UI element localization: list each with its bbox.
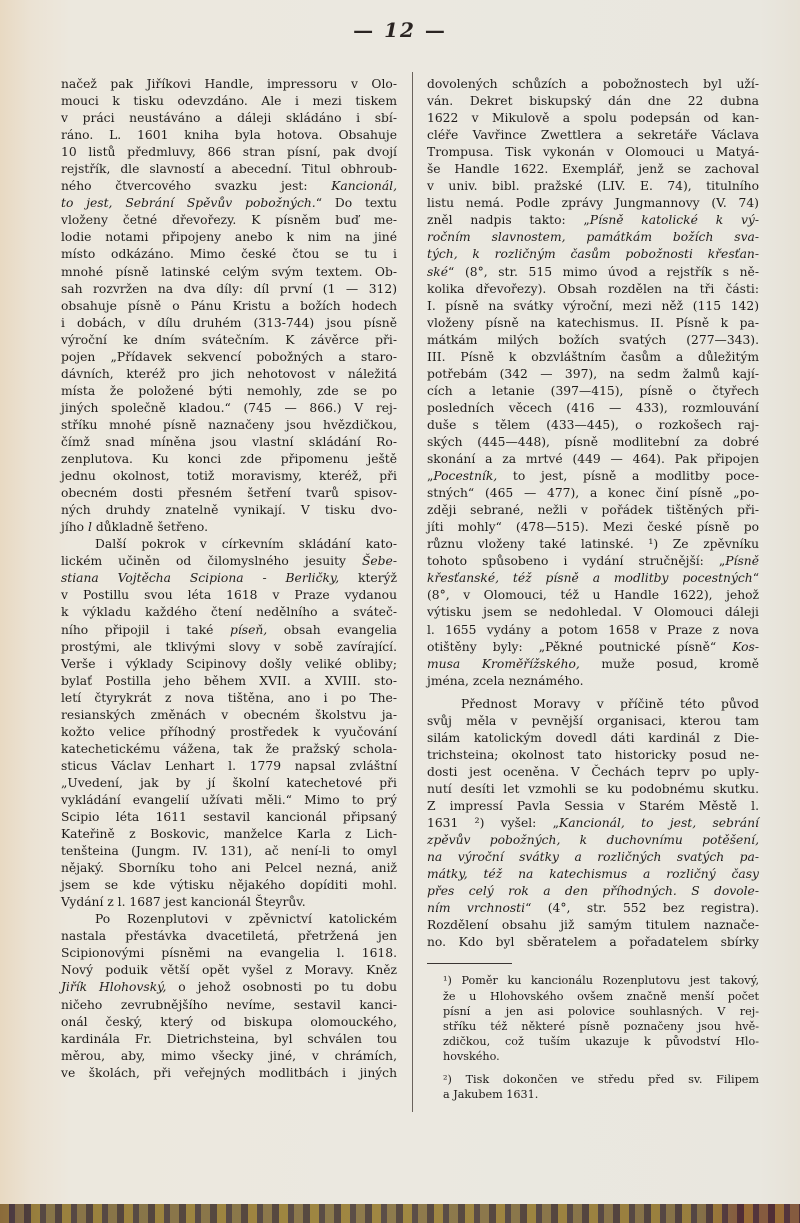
text-line [427,212,759,229]
title-italic: ročním slavnostem, památkám božích sva- [427,230,759,245]
text-line: ských (445—448), písně modlitební za dobré [427,434,759,449]
text-line: Přednost Moravy v příčině této původ [461,696,759,711]
text-line: kožto velice příhodný prostředek k vyučování [61,724,397,739]
text-line: (8°, v Olomouci, též u Handle 1622), jehož [427,588,759,603]
text-line [427,883,759,900]
name-italic: musa Kroměřížského, [427,656,580,671]
text-line: mnohé písně latinské celým svým textem. Ob- [61,264,397,279]
text-line [443,1072,759,1087]
title-italic: Kancionál, to jest, sebrání [559,816,759,831]
name-italic: Šebe- [361,554,397,569]
text-span: “ (4°, str. 552 bez registra). [525,901,759,916]
text-line: i dobách, v dílu druhém (313-744) jsou písně [61,315,397,330]
text-line: a Jakubem 1631. [443,1087,539,1101]
text-line: jíti mohly“ (478—515). Mezi české písně po [427,520,759,535]
text-line: I. písně na svátky výroční, mezi něž (115 142) [427,298,759,313]
text-line: ných druhdy znatelně vynikají. V tisku dvo- [61,503,397,518]
text-line: zději sebrané, nežli v pořádek tištěných při- [427,503,759,518]
text-line [427,570,759,587]
name-italic: Kos- [732,639,759,654]
text-line: Další pokrok v církevním skládání kato- [95,537,397,552]
right-column [427,76,759,1102]
text-span: Poměr ku kancionálu Rozenplutovu jest takový, [461,974,760,988]
text-span: “ (8°, str. 515 mimo úvod a rejstřík s ně- [448,264,759,279]
text-span: obsah evangelia [267,622,397,637]
text-line: Trompusa. Tisk vykonán v Olomouci u Matyá- [427,145,759,160]
text-line: kolika dřevořezy). Obsah rozdělen na tři části: [427,281,759,296]
text-line: ván. Dekret biskupský dán dne 22 dubna [427,94,759,109]
paragraph-moravia [427,696,759,952]
text-span: to jest, písně a modlitby poce- [497,469,759,484]
text-line [61,195,397,212]
footnote-mark: ¹) [443,974,452,988]
text-span: 1631 ²) vyšel: „ [427,816,560,831]
text-line: še Handle 1622. Exemplář, jenž se zachoval [427,162,759,177]
text-span: ního připojil i také [61,622,230,637]
text-line [427,832,759,849]
text-line: nutí desíti let vzmohli se ku podobnému skutku. [427,781,759,796]
text-line: měrou, aby, mimo všecky jiné, v chrámích, [61,1048,397,1063]
text-line: různu vloženy také latinské. ¹) Ze zpěvníku [427,537,759,552]
text-span: jího [61,520,88,535]
text-line: mátkám milých božích svatých (277—343). [427,332,759,347]
text-line: načež pak Jiříkovi Handle, impressoru v Olo- [61,77,397,91]
decorative-bottom-border [0,1204,800,1223]
text-line: stříku též některé písně poznačeny jsou hvě- [443,1020,759,1033]
text-line: resianských změnách v obecném školstvu ja- [61,707,397,722]
text-line: stříku mnohé písně naznačeny jsou hvězdičkou, [61,417,397,432]
text-line: ráno. L. 1601 kniha byla hotova. Obsahuje [61,128,397,143]
text-line [427,639,759,656]
text-line: Scipionovými písněmi na evangelia l. 1618. [61,946,397,961]
text-line: 1622 v Mikulově a spolu podepsán od kan- [427,111,759,126]
text-line: hovského. [443,1050,500,1064]
text-line: skonání a za mrtvé (449 — 464). Pak připojen [427,452,759,467]
footnotes [427,973,759,1102]
text-line: prostými, ale tklivými slovy v sobě zavírající. [61,639,397,654]
text-line: no. Kdo byl sběratelem a pořadatelem sbírky [427,935,759,950]
title-italic: Písně [725,554,759,569]
text-line: Z impressí Pavla Sessia v Starém Městě l. [427,798,759,813]
name-italic: Jiřík Hlohovský, [61,980,167,995]
text-line: lodie notami připojeny anebo k nim na jiné [61,230,397,245]
text-line: III. Písně k obzvláštním časům a důležitým [427,349,759,364]
paragraph-decree [427,76,759,690]
footnote-mark: ²) [443,1072,452,1086]
text-line [427,656,759,673]
text-line [427,849,759,866]
text-span: tohoto spůsobeno i vydání stručnější: „ [427,554,726,569]
page-number-value: 12 [384,18,416,42]
letter-l: l [87,520,92,535]
title-italic: tých, k rozličným časům pobožnosti křesťan- [427,247,759,262]
footnote-rule [427,963,512,964]
text-line: v práci neustáváno a dáleji skládáno i sbí- [61,111,397,126]
text-line: ničeho zevrubnějšího nevíme, sestavil kanci- [61,997,397,1012]
text-line: svůj měla v pevnější organisaci, kterou tam [427,713,759,728]
text-line: v Postillu svou léta 1618 v Praze vydanou [61,588,397,603]
text-line [427,246,759,263]
left-column [61,76,397,1082]
text-line: dávních, kteréž pro jich nehotovost v náležitá [61,366,397,381]
text-line [61,519,397,536]
text-line: sah rozvržen na dva díly: díl první (1 — 312) [61,281,397,296]
text-line [61,570,397,587]
text-line: cléře Vavřince Zwettlera a sekretáře Václava [427,128,759,143]
text-span: “ Do textu [315,196,397,211]
text-line: 10 listů předmluvy, 866 stran písní, pak dvojí [61,145,397,160]
paragraph-scipio [61,536,397,911]
title-italic: Písně katolické k vý- [589,213,759,228]
text-span: Tisk dokončen ve středu před sv. Filipem [465,1072,759,1086]
text-line: l. 1655 vydány a potom 1658 v Praze z nova [427,622,759,637]
text-line: listu nemá. Podle zprávy Jungmannovy (V. 74) [427,196,759,211]
text-line: místa že položené býti nemohly, zde se po [61,383,397,398]
text-line [443,973,759,988]
word-italic: píseň, [229,622,268,637]
text-line: duše s tělem (433—445), o rozkošech raj- [427,417,759,432]
text-line [427,866,759,883]
text-line: Rozdělení obsahu již samým titulem naznače- [427,918,759,933]
page-number [0,18,800,42]
text-line: zdičkou, což tuším ukazuje k původství Hlo- [443,1035,759,1049]
text-span: o jehož osobnosti po tu dobu [166,980,397,995]
text-line: Nový poduik větší opět vyšel z Moravy. Kněz [61,963,397,978]
text-line: jména, zcela neznámého. [427,673,584,688]
paragraph-hlohovsky [61,911,397,1081]
text-line: písní a jen asi polovice souhlasných. V rej- [443,1004,759,1018]
text-span: ného čtvercového svazku jest: [61,179,332,194]
text-line: Verše i výklady Scipinovy došly veliké obliby; [61,656,397,671]
text-line: obecném dosti přesném šetření tvarů spisov- [61,486,397,501]
title-italic: zpěvův pobožných, k duchovnímu potěšení, [427,833,759,848]
text-line [427,815,759,832]
text-line: posledních věcech (416 — 433), rozmlouvání [427,400,759,415]
text-line: v univ. bibl. pražské (LIV. E. 74), titulního [427,179,759,194]
text-line: letí čtyrykrát z nova tištěna, ano i po The- [61,690,397,705]
text-line: kardinála Fr. Dietrichsteina, byl schválen tou [61,1031,397,1046]
text-line: tenšteina (Jungm. IV. 131), ač není-li to omyl [61,844,397,859]
title-italic: na výroční svátky a rozličných svatých pa- [427,850,759,865]
text-line: vykládání evangelií užívati měli.“ Mimo to prý [61,792,397,807]
text-line: nějaký. Sborníku toho ani Pelcel nezná, aniž [61,861,397,876]
text-line: jsem se kde výtisku nějakého dopíditi mohl. [61,878,397,893]
text-line: Scipio léta 1611 sestavil kancionál připsaný [61,810,397,825]
title-italic: mátky, též na katechismus a rozličný časy [427,867,759,882]
text-line [61,622,397,639]
text-line [427,229,759,246]
text-line: vloženy písně na katechismus. II. Písně k pa- [427,315,759,330]
text-line: silám katolickým dovedl dáti kardinál z Die- [427,730,759,745]
text-line: rejstřík, dle slavností a abecední. Titul obhroub- [61,162,397,177]
text-line [61,979,397,996]
text-line: sticus Václav Lenhart l. 1779 napsal zvláštní [61,758,397,773]
text-line: vloženy četné dřevořezy. K písněm buď me- [61,213,397,228]
text-span: zněl nadpis takto: „ [427,213,590,228]
text-span: “ [752,571,759,586]
page-number-dash-right: — [424,18,447,42]
paragraph-kancional-description [61,76,397,536]
text-line: Po Rozenplutovi v zpěvnictví katolickém [95,912,397,927]
text-line: katechetickému vážena, tak že pražský schola- [61,741,397,756]
text-line [427,468,759,485]
text-span: muže posud, kromě [579,656,759,671]
text-line: potřebám (342 — 397), na sedm žalmů kají- [427,366,759,381]
text-span: lickém učiněn od čilomyslného jesuity [61,554,362,569]
text-span: „ [427,469,434,484]
text-line [427,900,759,917]
column-divider [412,72,413,1112]
text-line: bylať Postilla jeho během XVII. a XVIII. sto- [61,673,397,688]
text-line: výroční ke dním svátečním. K závěrce při- [61,332,397,347]
text-line: jiných společně kladou.“ (745 — 866.) V rej- [61,400,397,415]
text-line: „Uvedení, jak by jí školní katechetové při [61,775,397,790]
text-line: ve školách, při veřejných modlitbách i jiných [61,1065,397,1080]
title-italic: ské [427,264,449,279]
text-line: dovolených schůzích a pobožnostech byl uží- [427,77,759,91]
footnote-gap [427,1065,759,1072]
text-line: místo odkázáno. Mimo české čtou se tu i [61,247,397,262]
title-italic: ním vrchnosti [427,901,526,916]
text-line: mouci k tisku odevzdáno. Ale i mezi tiskem [61,94,397,109]
text-line: Kateřině z Boskovic, manželce Karla z Lich- [61,827,397,842]
text-line: cích a letanie (397—415), písně o čtyřech [427,383,759,398]
text-line: jednu okolnost, totiž moravismy, kteréž, při [61,469,397,484]
text-span: kterýž [339,571,398,586]
text-line [61,178,397,195]
text-line: k výkladu každého čtení nedělního a sváteč- [61,605,397,620]
text-line: že u Hlohovského ovšem značně menší počet [443,989,759,1003]
text-line: stných“ (465 — 477), a konec činí písně „po- [427,486,759,501]
title-italic: přes celý rok a den příhodných. S dovole- [427,884,759,899]
text-line: obsahuje písně o Pánu Kristu a božích hodech [61,298,397,313]
text-line: nastala přestávka dvacetiletá, přetržená jen [61,929,397,944]
text-line: Vydání z l. 1687 jest kancionál Šteyrův. [61,895,306,910]
text-line [61,553,397,570]
title-kancional: Kancionál, [331,179,397,194]
text-line: zenplutova. Ku konci zde připomenu ještě [61,452,397,467]
page-number-dash-left: — [353,18,376,42]
text-line: dosti jest oceněna. V Čechách teprv po uply- [427,764,759,779]
text-line: čímž snad míněna jsou vlastní skládání Ro- [61,434,397,449]
footnote-2 [427,1072,759,1102]
text-line [427,553,759,570]
title-italic: křesťanské, též písně a modlitby pocestných [427,571,753,586]
text-line: pojen „Přídavek sekvencí pobožných a staro- [61,349,397,364]
text-line: výtisku jsem se nedohledal. V Olomouci dáleji [427,605,759,620]
title-sebrani: to jest, Sebrání Spěvův pobožných. [61,196,316,211]
text-span: důkladně šetřeno. [91,520,209,535]
footnote-1 [427,973,759,1064]
text-span: otištěny byly: „Pěkné poutnické písně“ [427,639,733,654]
name-italic: stiana Vojtěcha Scipiona - Berličky, [61,571,340,586]
text-line [427,264,759,281]
text-line: onál český, který od biskupa olomouckého, [61,1014,397,1029]
text-line: trichsteina; okolnost tato historicky posud ne- [427,747,759,762]
title-pocestnik: Pocestník, [433,469,498,484]
